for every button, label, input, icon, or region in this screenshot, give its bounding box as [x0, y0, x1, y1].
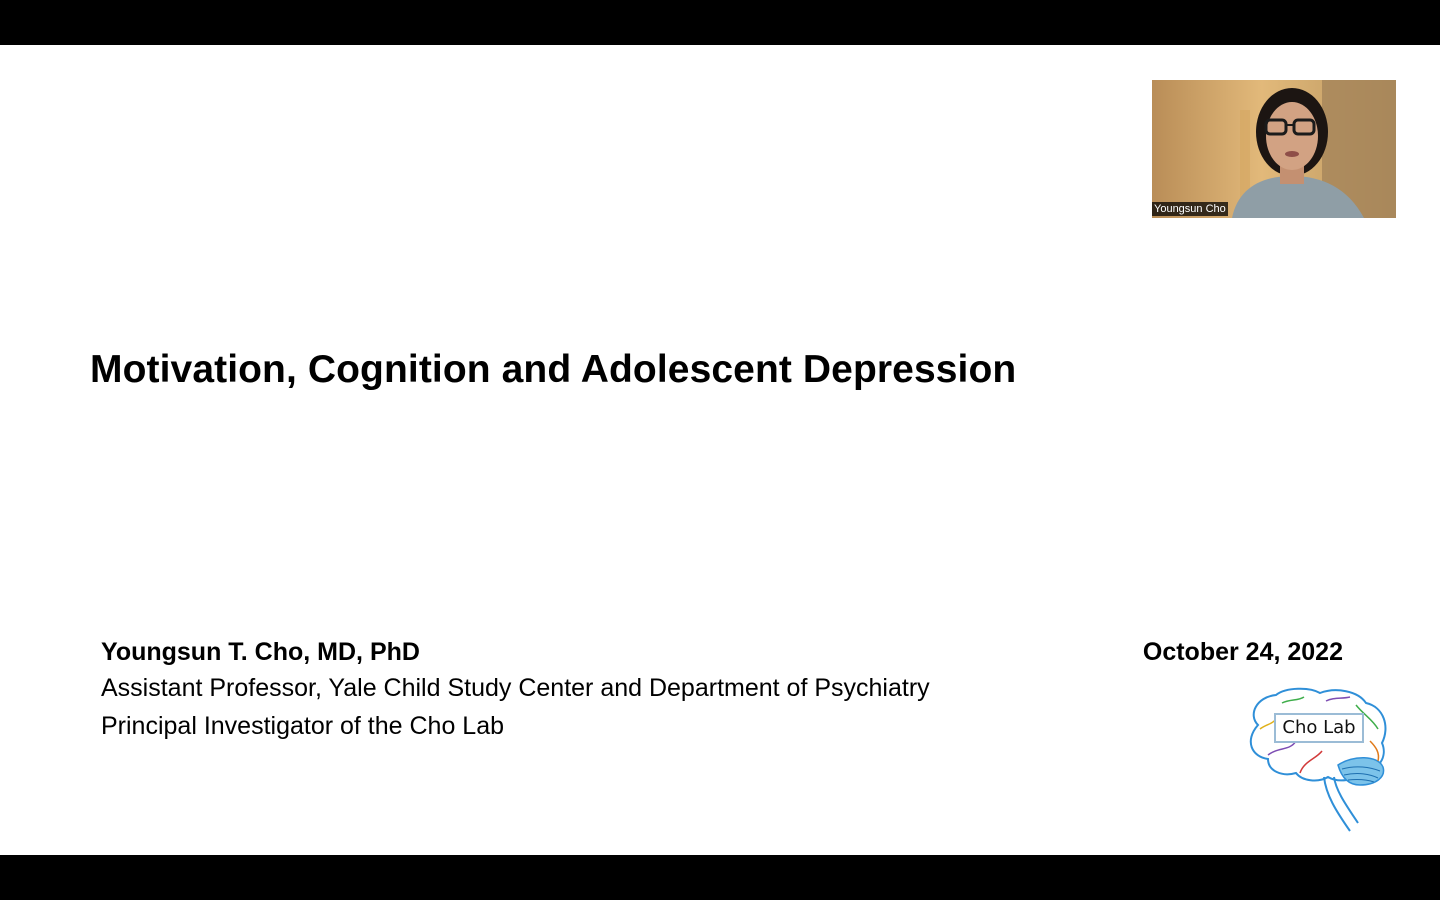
logo-text: Cho Lab [1274, 713, 1364, 743]
presentation-date: October 24, 2022 [1142, 638, 1343, 666]
participant-video-tile[interactable] [1152, 80, 1396, 218]
cho-lab-logo [1238, 685, 1390, 835]
presenter-role: Assistant Professor, Yale Child Study Center and Department of Psychiatry [101, 674, 930, 702]
participant-name-label: Youngsun Cho [1154, 203, 1226, 215]
participant-video-feed [1152, 80, 1396, 218]
brain-logo-icon [1238, 685, 1390, 835]
slide-title: Motivation, Cognition and Adolescent Depression [90, 348, 1017, 391]
presenter-name: Youngsun T. Cho, MD, PhD [101, 638, 420, 666]
presenter-affiliation: Principal Investigator of the Cho Lab [101, 712, 505, 740]
